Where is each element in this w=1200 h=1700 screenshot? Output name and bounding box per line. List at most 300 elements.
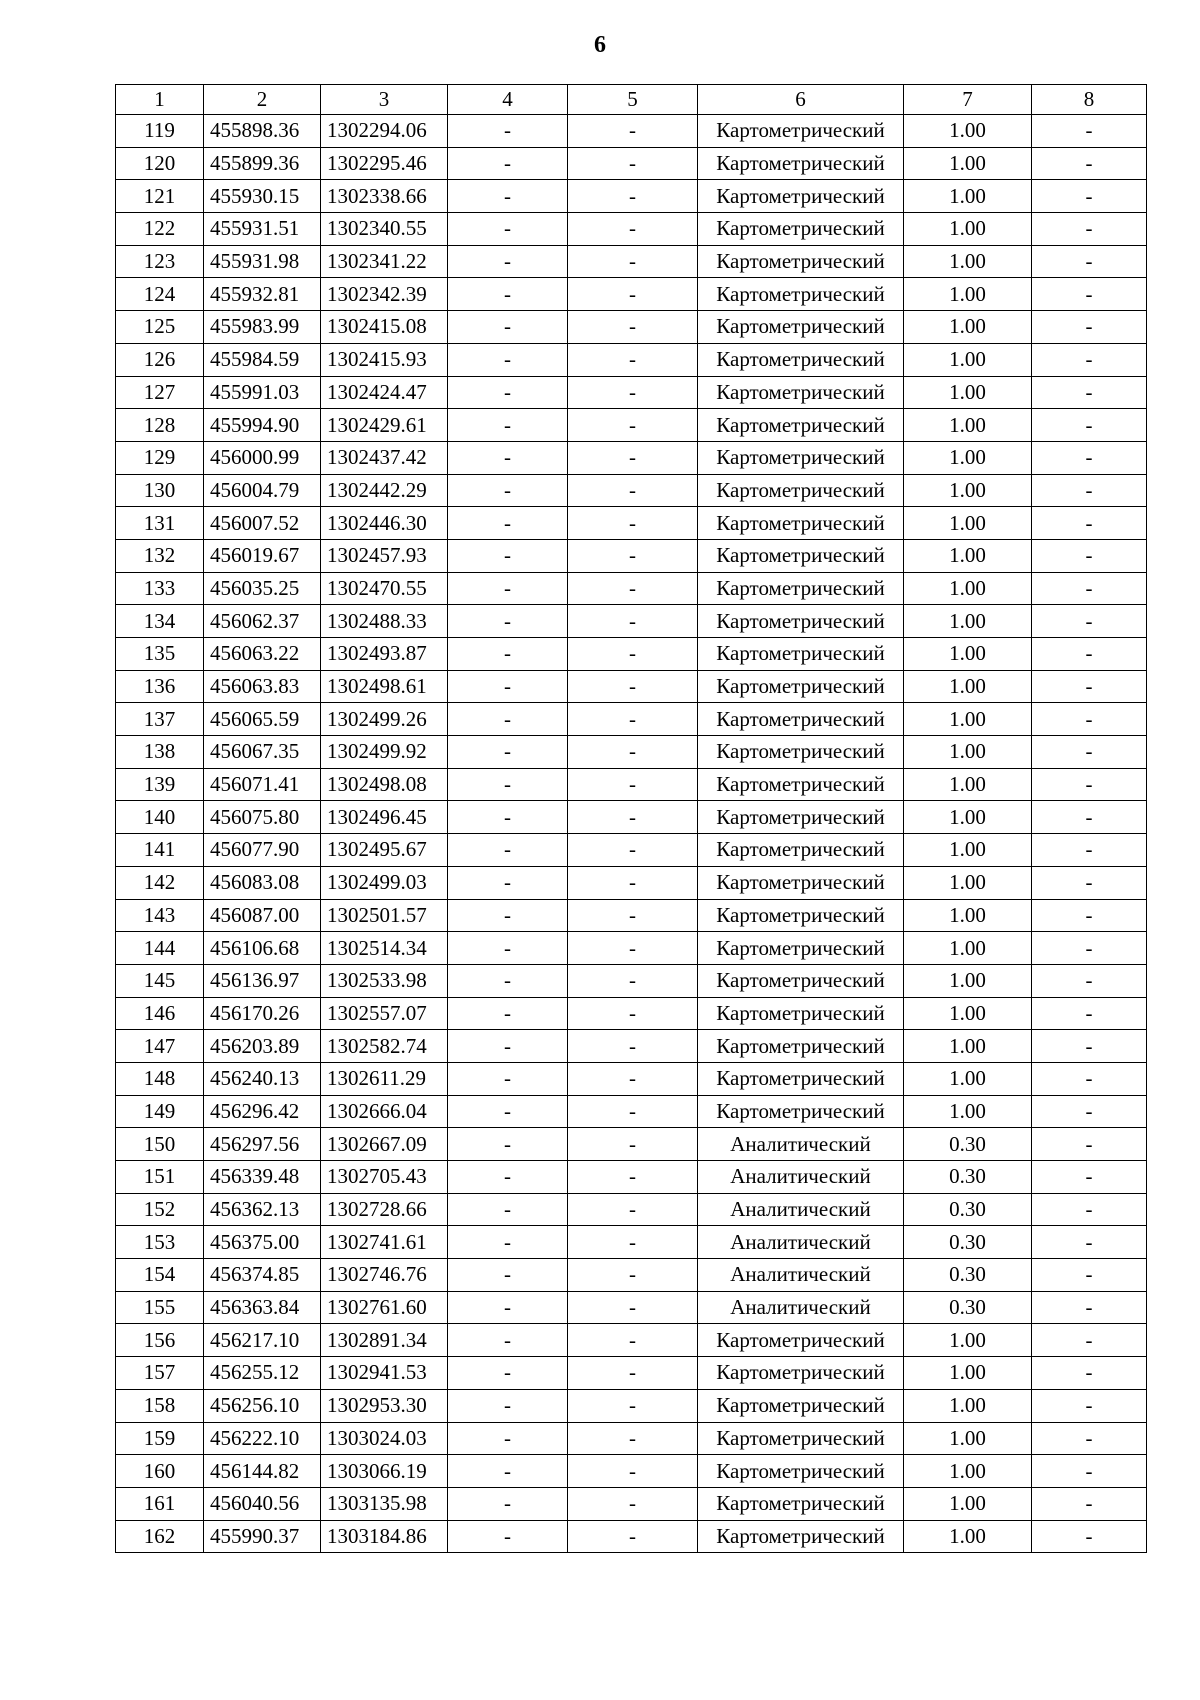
accuracy-cell: 0.30 <box>904 1161 1032 1194</box>
y-coordinate-cell: 1302611.29 <box>321 1062 448 1095</box>
method-cell: Картометрический <box>698 539 904 572</box>
accuracy-cell: 1.00 <box>904 539 1032 572</box>
column-5-cell: - <box>568 213 698 246</box>
point-number-cell: 146 <box>116 997 204 1030</box>
table-row <box>116 1161 1147 1194</box>
column-4-cell: - <box>448 1324 568 1357</box>
column-5-cell: - <box>568 1095 698 1128</box>
column-5-cell: - <box>568 703 698 736</box>
x-coordinate-cell: 456363.84 <box>204 1291 321 1324</box>
column-4-cell: - <box>448 1389 568 1422</box>
column-4-cell: - <box>448 997 568 1030</box>
accuracy-cell: 1.00 <box>904 343 1032 376</box>
table-row <box>116 932 1147 965</box>
method-cell: Картометрический <box>698 311 904 344</box>
table-row <box>116 638 1147 671</box>
method-cell: Картометрический <box>698 1357 904 1390</box>
method-cell: Аналитический <box>698 1193 904 1226</box>
y-coordinate-cell: 1302446.30 <box>321 507 448 540</box>
table-row <box>116 768 1147 801</box>
column-header: 1 <box>116 85 204 115</box>
column-5-cell: - <box>568 572 698 605</box>
y-coordinate-cell: 1303066.19 <box>321 1455 448 1488</box>
accuracy-cell: 1.00 <box>904 834 1032 867</box>
column-4-cell: - <box>448 866 568 899</box>
column-5-cell: - <box>568 1062 698 1095</box>
accuracy-cell: 0.30 <box>904 1128 1032 1161</box>
point-number-cell: 132 <box>116 539 204 572</box>
x-coordinate-cell: 456203.89 <box>204 1030 321 1063</box>
x-coordinate-cell: 456063.83 <box>204 670 321 703</box>
column-8-cell: - <box>1032 866 1147 899</box>
column-5-cell: - <box>568 1291 698 1324</box>
point-number-cell: 119 <box>116 115 204 148</box>
column-8-cell: - <box>1032 1422 1147 1455</box>
table-row <box>116 1389 1147 1422</box>
coordinates-table <box>115 84 1147 1553</box>
table-row <box>116 899 1147 932</box>
column-4-cell: - <box>448 801 568 834</box>
method-cell: Картометрический <box>698 180 904 213</box>
column-8-cell: - <box>1032 180 1147 213</box>
x-coordinate-cell: 455899.36 <box>204 147 321 180</box>
x-coordinate-cell: 456297.56 <box>204 1128 321 1161</box>
column-8-cell: - <box>1032 1226 1147 1259</box>
column-8-cell: - <box>1032 539 1147 572</box>
column-8-cell: - <box>1032 964 1147 997</box>
point-number-cell: 136 <box>116 670 204 703</box>
column-8-cell: - <box>1032 376 1147 409</box>
column-4-cell: - <box>448 1291 568 1324</box>
table-row <box>116 1520 1147 1553</box>
column-4-cell: - <box>448 572 568 605</box>
y-coordinate-cell: 1302514.34 <box>321 932 448 965</box>
method-cell: Картометрический <box>698 572 904 605</box>
column-4-cell: - <box>448 1259 568 1292</box>
column-5-cell: - <box>568 1357 698 1390</box>
table-row <box>116 1226 1147 1259</box>
x-coordinate-cell: 456004.79 <box>204 474 321 507</box>
column-8-cell: - <box>1032 736 1147 769</box>
accuracy-cell: 1.00 <box>904 1455 1032 1488</box>
y-coordinate-cell: 1302295.46 <box>321 147 448 180</box>
accuracy-cell: 1.00 <box>904 1095 1032 1128</box>
column-8-cell: - <box>1032 1161 1147 1194</box>
column-5-cell: - <box>568 343 698 376</box>
column-4-cell: - <box>448 1357 568 1390</box>
method-cell: Картометрический <box>698 1030 904 1063</box>
column-4-cell: - <box>448 1062 568 1095</box>
x-coordinate-cell: 456296.42 <box>204 1095 321 1128</box>
x-coordinate-cell: 456007.52 <box>204 507 321 540</box>
accuracy-cell: 1.00 <box>904 507 1032 540</box>
method-cell: Картометрический <box>698 245 904 278</box>
method-cell: Аналитический <box>698 1161 904 1194</box>
column-8-cell: - <box>1032 572 1147 605</box>
table-row <box>116 213 1147 246</box>
column-8-cell: - <box>1032 1095 1147 1128</box>
y-coordinate-cell: 1303135.98 <box>321 1487 448 1520</box>
method-cell: Картометрический <box>698 1062 904 1095</box>
accuracy-cell: 1.00 <box>904 866 1032 899</box>
column-5-cell: - <box>568 441 698 474</box>
accuracy-cell: 1.00 <box>904 670 1032 703</box>
column-5-cell: - <box>568 932 698 965</box>
point-number-cell: 160 <box>116 1455 204 1488</box>
column-5-cell: - <box>568 768 698 801</box>
column-8-cell: - <box>1032 1030 1147 1063</box>
column-4-cell: - <box>448 670 568 703</box>
y-coordinate-cell: 1302891.34 <box>321 1324 448 1357</box>
column-8-cell: - <box>1032 703 1147 736</box>
accuracy-cell: 1.00 <box>904 147 1032 180</box>
y-coordinate-cell: 1302533.98 <box>321 964 448 997</box>
column-5-cell: - <box>568 834 698 867</box>
table-row <box>116 605 1147 638</box>
column-8-cell: - <box>1032 441 1147 474</box>
column-4-cell: - <box>448 703 568 736</box>
method-cell: Картометрический <box>698 1455 904 1488</box>
x-coordinate-cell: 455930.15 <box>204 180 321 213</box>
point-number-cell: 148 <box>116 1062 204 1095</box>
column-5-cell: - <box>568 801 698 834</box>
table-row <box>116 147 1147 180</box>
accuracy-cell: 0.30 <box>904 1193 1032 1226</box>
point-number-cell: 157 <box>116 1357 204 1390</box>
column-5-cell: - <box>568 997 698 1030</box>
point-number-cell: 126 <box>116 343 204 376</box>
accuracy-cell: 1.00 <box>904 572 1032 605</box>
column-4-cell: - <box>448 1455 568 1488</box>
accuracy-cell: 1.00 <box>904 1357 1032 1390</box>
x-coordinate-cell: 456144.82 <box>204 1455 321 1488</box>
method-cell: Аналитический <box>698 1259 904 1292</box>
column-8-cell: - <box>1032 245 1147 278</box>
x-coordinate-cell: 455984.59 <box>204 343 321 376</box>
x-coordinate-cell: 456071.41 <box>204 768 321 801</box>
column-5-cell: - <box>568 1226 698 1259</box>
table-row <box>116 376 1147 409</box>
column-5-cell: - <box>568 180 698 213</box>
table-row <box>116 997 1147 1030</box>
x-coordinate-cell: 455898.36 <box>204 115 321 148</box>
column-4-cell: - <box>448 605 568 638</box>
column-4-cell: - <box>448 768 568 801</box>
column-4-cell: - <box>448 376 568 409</box>
y-coordinate-cell: 1302442.29 <box>321 474 448 507</box>
point-number-cell: 156 <box>116 1324 204 1357</box>
method-cell: Картометрический <box>698 932 904 965</box>
y-coordinate-cell: 1303184.86 <box>321 1520 448 1553</box>
accuracy-cell: 1.00 <box>904 768 1032 801</box>
x-coordinate-cell: 456256.10 <box>204 1389 321 1422</box>
column-8-cell: - <box>1032 1062 1147 1095</box>
table-row <box>116 1291 1147 1324</box>
column-4-cell: - <box>448 1030 568 1063</box>
method-cell: Аналитический <box>698 1291 904 1324</box>
accuracy-cell: 1.00 <box>904 180 1032 213</box>
column-8-cell: - <box>1032 801 1147 834</box>
column-5-cell: - <box>568 1259 698 1292</box>
table-row <box>116 1259 1147 1292</box>
table-row <box>116 1128 1147 1161</box>
column-8-cell: - <box>1032 213 1147 246</box>
accuracy-cell: 1.00 <box>904 115 1032 148</box>
column-8-cell: - <box>1032 278 1147 311</box>
accuracy-cell: 1.00 <box>904 1389 1032 1422</box>
x-coordinate-cell: 455931.98 <box>204 245 321 278</box>
table-row <box>116 736 1147 769</box>
x-coordinate-cell: 455990.37 <box>204 1520 321 1553</box>
y-coordinate-cell: 1302498.61 <box>321 670 448 703</box>
column-8-cell: - <box>1032 1324 1147 1357</box>
table-row <box>116 115 1147 148</box>
column-5-cell: - <box>568 670 698 703</box>
y-coordinate-cell: 1302341.22 <box>321 245 448 278</box>
y-coordinate-cell: 1302499.03 <box>321 866 448 899</box>
accuracy-cell: 1.00 <box>904 311 1032 344</box>
accuracy-cell: 0.30 <box>904 1291 1032 1324</box>
method-cell: Картометрический <box>698 343 904 376</box>
column-header: 2 <box>204 85 321 115</box>
x-coordinate-cell: 456170.26 <box>204 997 321 1030</box>
x-coordinate-cell: 456000.99 <box>204 441 321 474</box>
column-4-cell: - <box>448 507 568 540</box>
table-row <box>116 572 1147 605</box>
page-number: 6 <box>594 32 606 58</box>
column-8-cell: - <box>1032 343 1147 376</box>
accuracy-cell: 1.00 <box>904 638 1032 671</box>
point-number-cell: 127 <box>116 376 204 409</box>
y-coordinate-cell: 1302761.60 <box>321 1291 448 1324</box>
accuracy-cell: 1.00 <box>904 409 1032 442</box>
column-4-cell: - <box>448 1520 568 1553</box>
column-8-cell: - <box>1032 1455 1147 1488</box>
method-cell: Картометрический <box>698 638 904 671</box>
accuracy-cell: 1.00 <box>904 997 1032 1030</box>
column-4-cell: - <box>448 115 568 148</box>
column-8-cell: - <box>1032 1291 1147 1324</box>
point-number-cell: 123 <box>116 245 204 278</box>
column-5-cell: - <box>568 245 698 278</box>
column-8-cell: - <box>1032 507 1147 540</box>
table-body <box>116 115 1147 1553</box>
column-5-cell: - <box>568 736 698 769</box>
table-row <box>116 343 1147 376</box>
x-coordinate-cell: 456339.48 <box>204 1161 321 1194</box>
accuracy-cell: 1.00 <box>904 932 1032 965</box>
column-header: 4 <box>448 85 568 115</box>
x-coordinate-cell: 456136.97 <box>204 964 321 997</box>
method-cell: Картометрический <box>698 1520 904 1553</box>
x-coordinate-cell: 455991.03 <box>204 376 321 409</box>
x-coordinate-cell: 456087.00 <box>204 899 321 932</box>
y-coordinate-cell: 1302340.55 <box>321 213 448 246</box>
accuracy-cell: 1.00 <box>904 964 1032 997</box>
method-cell: Картометрический <box>698 1422 904 1455</box>
column-8-cell: - <box>1032 1259 1147 1292</box>
y-coordinate-cell: 1302338.66 <box>321 180 448 213</box>
y-coordinate-cell: 1302429.61 <box>321 409 448 442</box>
method-cell: Картометрический <box>698 866 904 899</box>
y-coordinate-cell: 1302667.09 <box>321 1128 448 1161</box>
table-row <box>116 670 1147 703</box>
column-8-cell: - <box>1032 932 1147 965</box>
column-header: 6 <box>698 85 904 115</box>
accuracy-cell: 1.00 <box>904 703 1032 736</box>
point-number-cell: 152 <box>116 1193 204 1226</box>
column-5-cell: - <box>568 1422 698 1455</box>
method-cell: Картометрический <box>698 801 904 834</box>
method-cell: Картометрический <box>698 1095 904 1128</box>
x-coordinate-cell: 455931.51 <box>204 213 321 246</box>
table-row <box>116 180 1147 213</box>
x-coordinate-cell: 456106.68 <box>204 932 321 965</box>
table-row <box>116 441 1147 474</box>
column-4-cell: - <box>448 409 568 442</box>
column-5-cell: - <box>568 147 698 180</box>
y-coordinate-cell: 1302498.08 <box>321 768 448 801</box>
column-4-cell: - <box>448 180 568 213</box>
y-coordinate-cell: 1302470.55 <box>321 572 448 605</box>
y-coordinate-cell: 1303024.03 <box>321 1422 448 1455</box>
accuracy-cell: 1.00 <box>904 213 1032 246</box>
accuracy-cell: 1.00 <box>904 605 1032 638</box>
accuracy-cell: 1.00 <box>904 1324 1032 1357</box>
point-number-cell: 139 <box>116 768 204 801</box>
method-cell: Картометрический <box>698 899 904 932</box>
method-cell: Аналитический <box>698 1128 904 1161</box>
table-header-row <box>116 85 1147 115</box>
column-8-cell: - <box>1032 311 1147 344</box>
column-4-cell: - <box>448 1095 568 1128</box>
point-number-cell: 153 <box>116 1226 204 1259</box>
x-coordinate-cell: 456217.10 <box>204 1324 321 1357</box>
x-coordinate-cell: 456067.35 <box>204 736 321 769</box>
table-row <box>116 964 1147 997</box>
x-coordinate-cell: 455983.99 <box>204 311 321 344</box>
accuracy-cell: 1.00 <box>904 1487 1032 1520</box>
column-4-cell: - <box>448 441 568 474</box>
column-8-cell: - <box>1032 1128 1147 1161</box>
point-number-cell: 122 <box>116 213 204 246</box>
x-coordinate-cell: 456062.37 <box>204 605 321 638</box>
column-4-cell: - <box>448 834 568 867</box>
point-number-cell: 147 <box>116 1030 204 1063</box>
column-header: 5 <box>568 85 698 115</box>
table-row <box>116 1324 1147 1357</box>
y-coordinate-cell: 1302496.45 <box>321 801 448 834</box>
column-4-cell: - <box>448 474 568 507</box>
point-number-cell: 144 <box>116 932 204 965</box>
point-number-cell: 158 <box>116 1389 204 1422</box>
column-8-cell: - <box>1032 474 1147 507</box>
column-5-cell: - <box>568 1128 698 1161</box>
point-number-cell: 151 <box>116 1161 204 1194</box>
column-5-cell: - <box>568 1161 698 1194</box>
column-5-cell: - <box>568 1030 698 1063</box>
column-4-cell: - <box>448 1487 568 1520</box>
y-coordinate-cell: 1302499.26 <box>321 703 448 736</box>
column-8-cell: - <box>1032 834 1147 867</box>
column-5-cell: - <box>568 899 698 932</box>
column-8-cell: - <box>1032 768 1147 801</box>
point-number-cell: 141 <box>116 834 204 867</box>
point-number-cell: 161 <box>116 1487 204 1520</box>
y-coordinate-cell: 1302415.93 <box>321 343 448 376</box>
column-4-cell: - <box>448 245 568 278</box>
column-8-cell: - <box>1032 115 1147 148</box>
column-header: 3 <box>321 85 448 115</box>
accuracy-cell: 1.00 <box>904 1062 1032 1095</box>
column-8-cell: - <box>1032 147 1147 180</box>
y-coordinate-cell: 1302746.76 <box>321 1259 448 1292</box>
column-5-cell: - <box>568 474 698 507</box>
column-4-cell: - <box>448 638 568 671</box>
column-8-cell: - <box>1032 1389 1147 1422</box>
x-coordinate-cell: 456083.08 <box>204 866 321 899</box>
method-cell: Картометрический <box>698 703 904 736</box>
x-coordinate-cell: 456040.56 <box>204 1487 321 1520</box>
y-coordinate-cell: 1302501.57 <box>321 899 448 932</box>
table-row <box>116 1193 1147 1226</box>
table-row <box>116 866 1147 899</box>
column-4-cell: - <box>448 932 568 965</box>
table-row <box>116 801 1147 834</box>
accuracy-cell: 1.00 <box>904 801 1032 834</box>
method-cell: Картометрический <box>698 1389 904 1422</box>
method-cell: Картометрический <box>698 605 904 638</box>
column-5-cell: - <box>568 1193 698 1226</box>
column-4-cell: - <box>448 539 568 572</box>
column-8-cell: - <box>1032 638 1147 671</box>
table-row <box>116 474 1147 507</box>
column-5-cell: - <box>568 1520 698 1553</box>
y-coordinate-cell: 1302424.47 <box>321 376 448 409</box>
column-4-cell: - <box>448 736 568 769</box>
x-coordinate-cell: 456222.10 <box>204 1422 321 1455</box>
method-cell: Картометрический <box>698 1324 904 1357</box>
column-4-cell: - <box>448 1422 568 1455</box>
point-number-cell: 129 <box>116 441 204 474</box>
y-coordinate-cell: 1302728.66 <box>321 1193 448 1226</box>
point-number-cell: 150 <box>116 1128 204 1161</box>
table-row <box>116 703 1147 736</box>
x-coordinate-cell: 456374.85 <box>204 1259 321 1292</box>
column-5-cell: - <box>568 638 698 671</box>
y-coordinate-cell: 1302495.67 <box>321 834 448 867</box>
table-row <box>116 539 1147 572</box>
x-coordinate-cell: 456035.25 <box>204 572 321 605</box>
y-coordinate-cell: 1302294.06 <box>321 115 448 148</box>
column-header: 7 <box>904 85 1032 115</box>
column-4-cell: - <box>448 899 568 932</box>
method-cell: Картометрический <box>698 670 904 703</box>
y-coordinate-cell: 1302493.87 <box>321 638 448 671</box>
table-row <box>116 507 1147 540</box>
point-number-cell: 143 <box>116 899 204 932</box>
column-header: 8 <box>1032 85 1147 115</box>
column-8-cell: - <box>1032 1193 1147 1226</box>
column-8-cell: - <box>1032 1357 1147 1390</box>
x-coordinate-cell: 456065.59 <box>204 703 321 736</box>
column-5-cell: - <box>568 311 698 344</box>
column-4-cell: - <box>448 964 568 997</box>
column-5-cell: - <box>568 1389 698 1422</box>
method-cell: Картометрический <box>698 507 904 540</box>
table-row <box>116 1062 1147 1095</box>
point-number-cell: 155 <box>116 1291 204 1324</box>
